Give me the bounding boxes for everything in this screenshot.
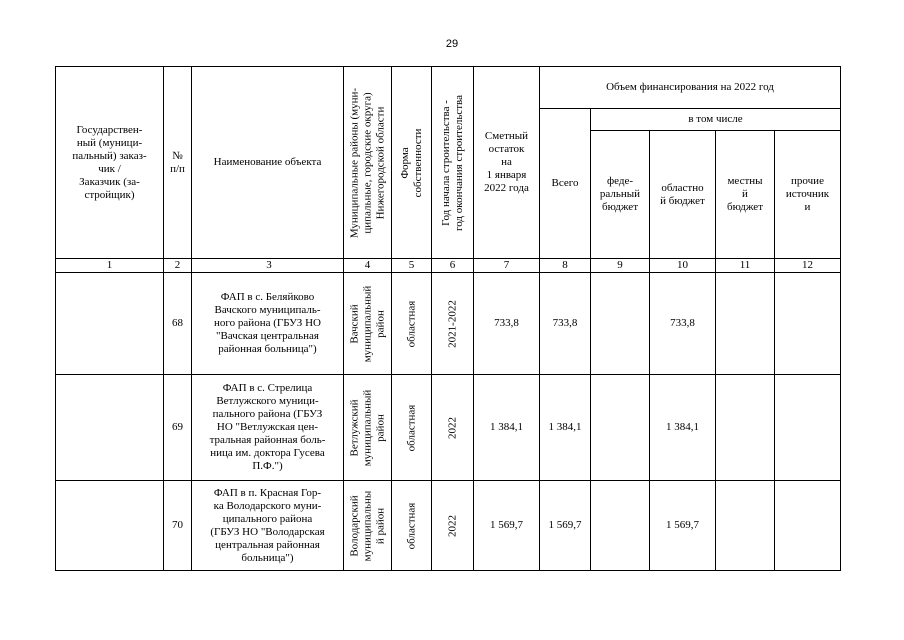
row-district: Вачский муниципальный район [348, 285, 386, 362]
header-ownership-cell [392, 67, 432, 259]
header-other: прочие источник и [775, 131, 841, 259]
column-numbers-row [56, 259, 841, 273]
column-number: 10 [650, 259, 716, 273]
header-districts-cell [344, 67, 392, 259]
row-years: 2022 [446, 514, 458, 537]
column-number: 7 [474, 259, 540, 273]
row-regional: 1 384,1 [650, 375, 716, 481]
table-row [56, 273, 841, 375]
column-number: 5 [392, 259, 432, 273]
row-object-name: ФАП в п. Красная Гор- ка Володарского муни- ципального района (ГБУЗ НО "Володарская центральная районная больница") [192, 481, 344, 571]
row-ownership: областная [405, 404, 417, 451]
header-local: местны й бюджет [716, 131, 775, 259]
row-ownership: областная [405, 300, 417, 347]
row-local [716, 273, 775, 375]
row-estimate-balance: 733,8 [474, 273, 540, 375]
row-total: 1 569,7 [540, 481, 591, 571]
row-num: 70 [164, 481, 192, 571]
column-number: 1 [56, 259, 164, 273]
financing-table [55, 66, 841, 571]
column-number: 4 [344, 259, 392, 273]
header-districts: Муниципальные районы (муни- ципальные, городские округа) Нижегородской области [348, 87, 386, 238]
row-ownership-cell [392, 481, 432, 571]
header-federal: феде- ральный бюджет [591, 131, 650, 259]
row-years-cell [432, 273, 474, 375]
header-customer: Государствен- ный (муници- пальный) заказ- чик / Заказчик (за- стройщик) [56, 67, 164, 259]
header-num: № п/п [164, 67, 192, 259]
column-number: 9 [591, 259, 650, 273]
row-local [716, 375, 775, 481]
row-total: 1 384,1 [540, 375, 591, 481]
header-including: в том числе [591, 109, 841, 131]
row-object-name: ФАП в с. Беляйково Вачского муниципаль- ного района (ГБУЗ НО "Вачская центральная районная больница") [192, 273, 344, 375]
header-financing: Объем финансирования на 2022 год [540, 67, 841, 109]
column-number: 8 [540, 259, 591, 273]
row-num: 69 [164, 375, 192, 481]
row-object-name: ФАП в с. Стрелица Ветлужского муници- пального района (ГБУЗ НО "Ветлужская цен- тральная районная боль- ница им. доктора Гусева П.Ф.") [192, 375, 344, 481]
row-other [775, 273, 841, 375]
row-district-cell [344, 375, 392, 481]
row-district: Володарский муниципальны й район [348, 490, 386, 561]
row-ownership: областная [405, 502, 417, 549]
table-row [56, 481, 841, 571]
row-other [775, 481, 841, 571]
row-federal [591, 375, 650, 481]
row-other [775, 375, 841, 481]
row-regional: 733,8 [650, 273, 716, 375]
row-years: 2021-2022 [446, 299, 458, 348]
row-customer [56, 481, 164, 571]
row-federal [591, 481, 650, 571]
column-number: 6 [432, 259, 474, 273]
row-years-cell [432, 375, 474, 481]
row-district: Ветлужский муниципальный район [348, 389, 386, 466]
header-total: Всего [540, 109, 591, 259]
header-years-cell [432, 67, 474, 259]
row-local [716, 481, 775, 571]
row-district-cell [344, 273, 392, 375]
row-estimate-balance: 1 569,7 [474, 481, 540, 571]
row-federal [591, 273, 650, 375]
header-estimate-balance: Сметный остаток на 1 января 2022 года [474, 67, 540, 259]
row-num: 68 [164, 273, 192, 375]
table-row [56, 375, 841, 481]
row-district-cell [344, 481, 392, 571]
row-ownership-cell [392, 375, 432, 481]
row-estimate-balance: 1 384,1 [474, 375, 540, 481]
page-number: 29 [445, 38, 459, 50]
row-regional: 1 569,7 [650, 481, 716, 571]
column-number: 11 [716, 259, 775, 273]
column-number: 2 [164, 259, 192, 273]
column-number: 12 [775, 259, 841, 273]
row-years: 2022 [446, 416, 458, 439]
row-total: 733,8 [540, 273, 591, 375]
header-regional: областно й бюджет [650, 131, 716, 259]
row-customer [56, 375, 164, 481]
row-customer [56, 273, 164, 375]
row-years-cell [432, 481, 474, 571]
row-ownership-cell [392, 273, 432, 375]
header-ownership: Форма собственности [398, 128, 424, 197]
header-object-name: Наименование объекта [192, 67, 344, 259]
column-number: 3 [192, 259, 344, 273]
header-years: Год начала строительства - год окончания строительства [439, 94, 465, 231]
